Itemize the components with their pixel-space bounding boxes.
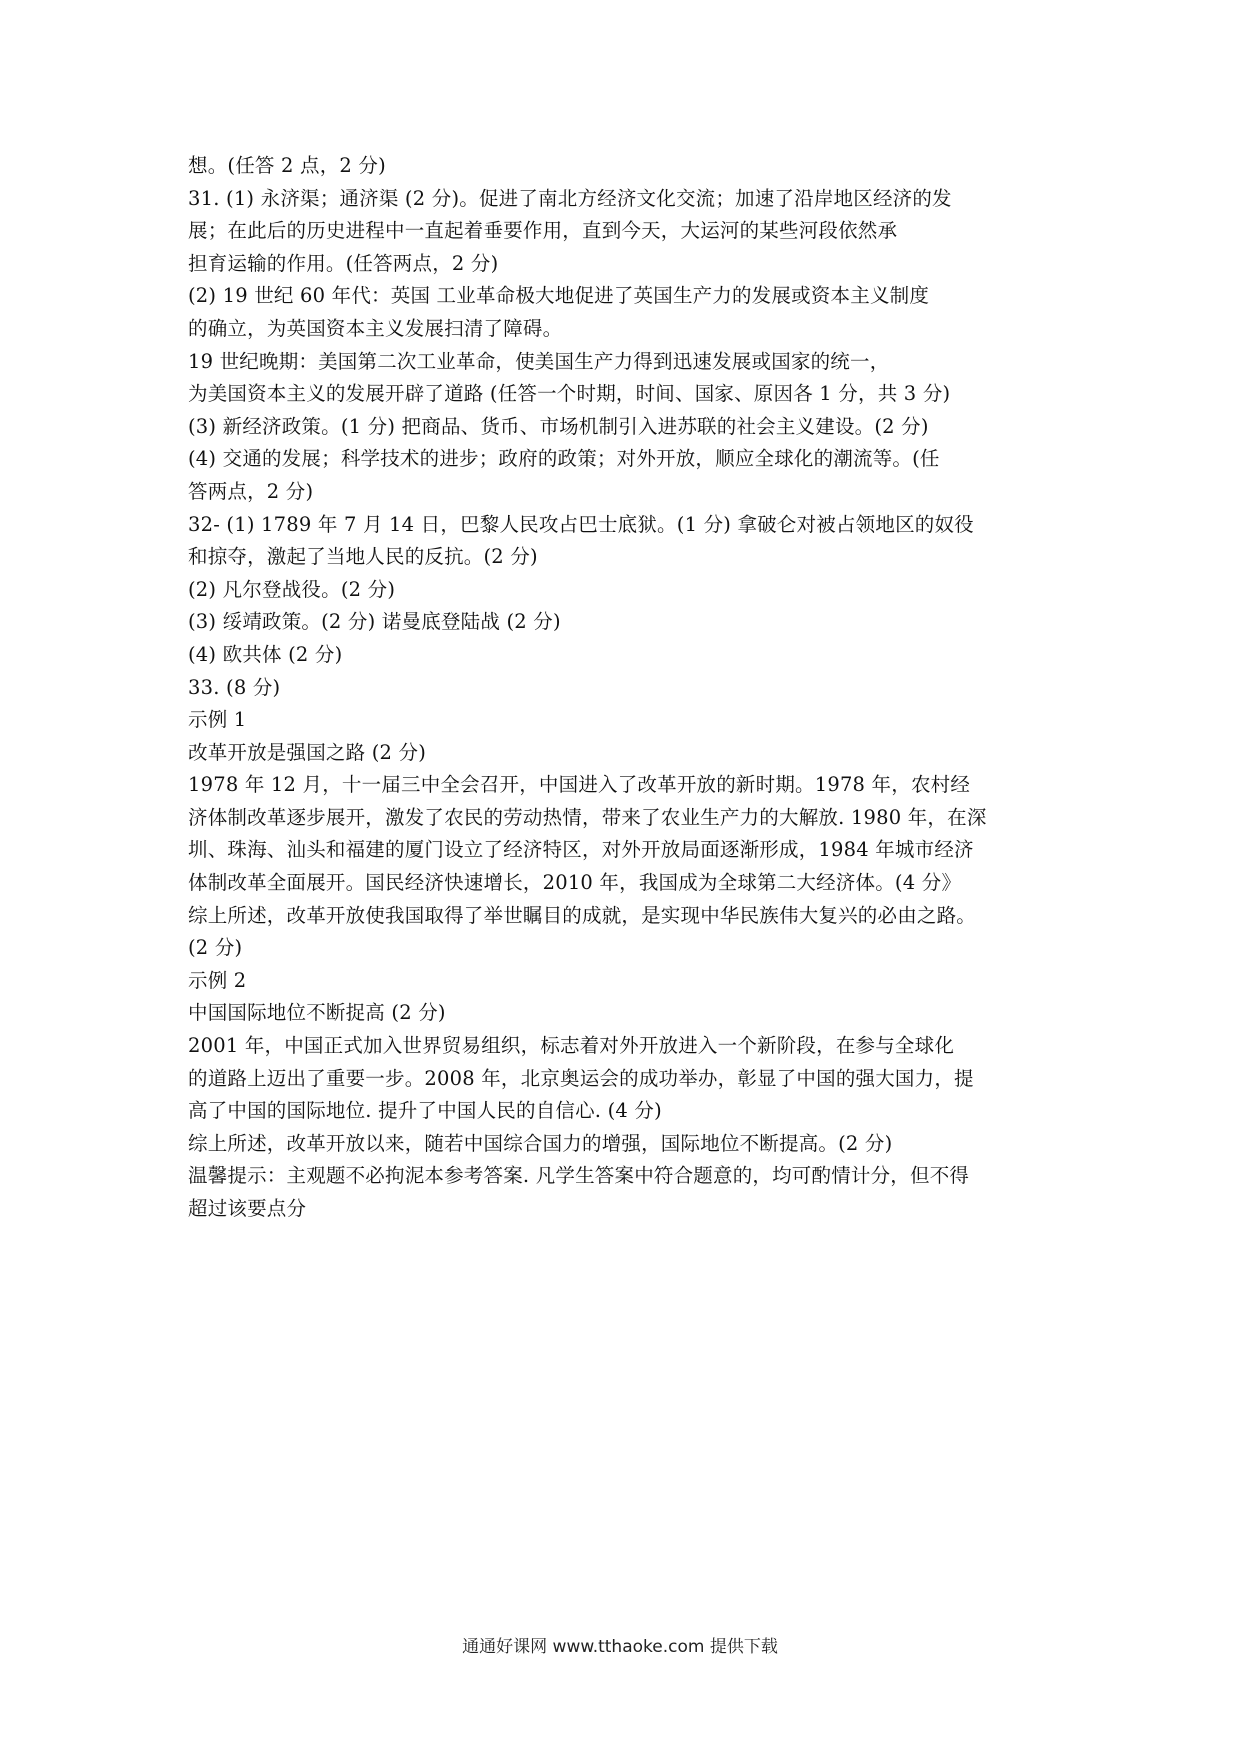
text-line: (4) 交通的发展；科学技术的进步；政府的政策；对外开放，顺应全球化的潮流等。(任 [188, 447, 940, 471]
text-line: 济体制改革逐步展开，激发了农民的劳动热情，带来了农业生产力的大解放. 1980 年，在深 [188, 805, 987, 829]
text-line: 的道路上迈出了重要一步。2008 年，北京奥运会的成功举办，彰显了中国的强大国力，提 [188, 1066, 974, 1090]
text-line: 答两点，2 分) [188, 479, 314, 503]
text-line: 示例 1 [188, 708, 247, 732]
text-line: (2) 19 世纪 60 年代：英国 工业革命极大地促进了英国生产力的发展或资本主义制度 [188, 284, 930, 308]
text-line: (3) 新经济政策。(1 分) 把商品、货币、市场机制引入进苏联的社会主义建设。(2 分) [188, 414, 929, 438]
text-line: (2 分) [188, 936, 243, 960]
text-line: 32- (1) 1789 年 7 月 14 日，巴黎人民攻占巴士底狱。(1 分) 拿破仑对被占领地区的奴役 [188, 512, 974, 536]
text-line: 示例 2 [188, 968, 247, 992]
text-line: (3) 绥靖政策。(2 分) 诺曼底登陆战 (2 分) [188, 610, 561, 634]
text-line: 31. (1) 永济渠；通济渠 (2 分)。促进了南北方经济文化交流；加速了沿岸地区经济的发 [188, 186, 952, 210]
text-line: 展；在此后的历史进程中一直起着垂要作用，直到今天，大运河的某些河段依然承 [188, 219, 898, 243]
text-line: 19 世纪晚期：美国第二次工业革命，使美国生产力得到迅速发展或国家的统一， [188, 349, 890, 373]
text-line: 高了中国的国际地位. 提升了中国人民的自信心. (4 分) [188, 1099, 662, 1123]
text-line: 和掠夺，激起了当地人民的反抗。(2 分) [188, 545, 538, 569]
page-footer: 通通好课网 www.tthaoke.com 提供下载 [462, 1637, 778, 1657]
text-line: 中国国际地位不断捉高 (2 分) [188, 1001, 446, 1025]
text-line: 综上所述，改革开放以来，随若中国综合国力的增强，国际地位不断提高。(2 分) [188, 1131, 893, 1155]
text-line: (4) 欧共体 (2 分) [188, 642, 343, 666]
text-line: (2) 凡尔登战役。(2 分) [188, 577, 396, 601]
text-line: 超过该要点分 [188, 1197, 307, 1220]
answer-text-block [188, 150, 1058, 1226]
text-line: 1978 年 12 月，十一届三中全会召开，中国进入了改革开放的新时期。1978 年，农村经 [188, 773, 971, 797]
text-line: 体制改革全面展开。国民经济快速增长，2010 年，我国成为全球第二大经济体。(4 分》 [188, 871, 962, 895]
text-line: 担育运输的作用。(任答两点，2 分) [188, 251, 499, 275]
text-line: 温馨提示：主观题不必拘泥本参考答案. 凡学生答案中符合题意的，均可酌情计分，但不得 [188, 1164, 970, 1188]
text-line: 为美国资本主义的发展开辟了道路 (任答一个时期，时间、国家、原因各 1 分，共 3 分) [188, 382, 951, 406]
text-line: 圳、珠海、汕头和福建的厦门设立了经济特区，对外开放局面逐渐形成，1984 年城市经济 [188, 838, 974, 862]
text-line: 改革开放是强国之路 (2 分) [188, 740, 427, 764]
text-line: 33. (8 分) [188, 675, 281, 699]
text-line: 综上所述，改革开放使我国取得了举世瞩目的成就，是实现中华民族伟大复兴的必由之路。 [188, 903, 977, 927]
text-line: 想。(任答 2 点，2 分) [188, 154, 386, 177]
text-line: 2001 年，中国正式加入世界贸易组织，标志着对外开放进入一个新阶段，在参与全球化 [188, 1034, 955, 1058]
text-line: 的确立，为英国资本主义发展扫清了障碍。 [188, 316, 563, 340]
